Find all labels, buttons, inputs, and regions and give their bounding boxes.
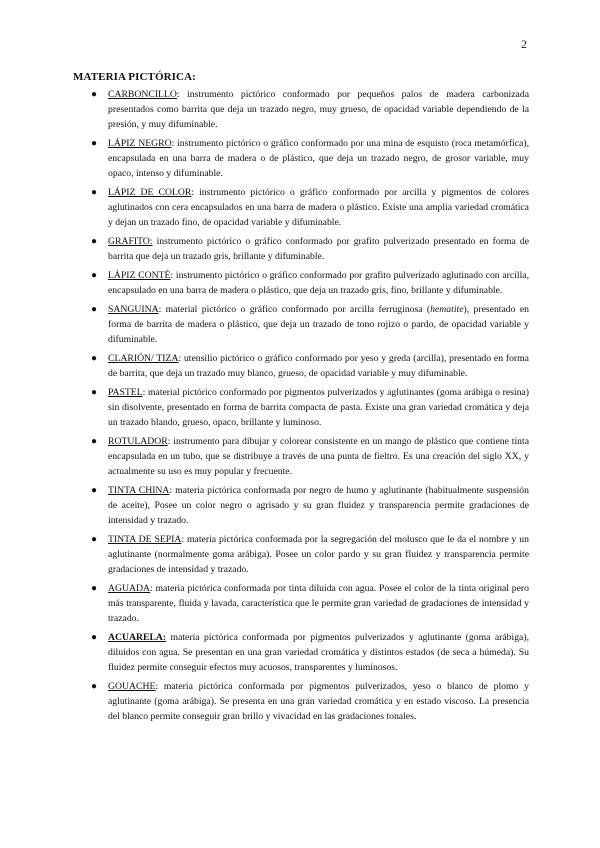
bullet-icon: ● bbox=[91, 436, 98, 447]
entry-term: ROTULADOR bbox=[108, 436, 168, 447]
entry-term: TINTA DE SEPIA bbox=[108, 534, 182, 545]
list-item bbox=[91, 581, 529, 626]
page-number: 2 bbox=[521, 37, 527, 51]
list-item bbox=[91, 532, 529, 577]
entry-term: LÁPIZ DE COLOR bbox=[108, 187, 192, 198]
entry-description: : instrumento pictórico o gráfico conformado por grafito pulverizado aglutinado con arcilla, encapsulado en una barra de madera o plástico, que deja un trazado gris, fino, brillante y difuminable. bbox=[108, 270, 529, 296]
list-item bbox=[91, 268, 529, 298]
entry-term: ACUARELA: bbox=[108, 632, 167, 643]
list-item bbox=[91, 136, 529, 181]
list-item bbox=[91, 630, 529, 675]
bullet-icon: ● bbox=[91, 583, 98, 594]
entry-term: SANGUINA bbox=[108, 304, 159, 315]
bullet-icon: ● bbox=[91, 138, 98, 149]
list-item bbox=[91, 385, 529, 430]
entry-description-continued: ), presentado en forma de barrita de madera o plástico, que deja un trazado de tono rojizo o pardo, de opacidad variable y difuminable. bbox=[108, 304, 529, 345]
bullet-icon: ● bbox=[91, 485, 98, 496]
bullet-icon: ● bbox=[91, 534, 98, 545]
entry-term: GOUACHE bbox=[108, 681, 156, 692]
entry-description: : materia pictórica conformada por tinta diluida con agua. Posee el color de la tinta original pero más transparente, fluida y lavada, característica que le permite gran variedad de gradaciones de intensidad y trazado. bbox=[108, 583, 529, 624]
bullet-icon: ● bbox=[91, 632, 98, 643]
list-item bbox=[91, 185, 529, 230]
bullet-icon: ● bbox=[91, 270, 98, 281]
entry-term: CLARIÓN/ TIZA bbox=[108, 353, 179, 364]
entry-description: : material pictórico conformado por pigmentos pulverizados y aglutinantes (goma arábiga o resina) sin disolvente, presentado en forma de barrita compacta de pasta. Existe una gran variedad cromática y deja un trazado blando, grueso, opaco, brillante y luminoso. bbox=[108, 387, 529, 428]
list-item bbox=[91, 351, 529, 381]
bullet-icon: ● bbox=[91, 304, 98, 315]
bullet-icon: ● bbox=[91, 89, 98, 100]
entry-term: GRAFITO: bbox=[108, 236, 153, 247]
entry-italic-term: hematite bbox=[430, 304, 464, 315]
list-item bbox=[91, 434, 529, 479]
entry-description: : instrumento para dibujar y colorear consistente en un mango de plástico que contiene tinta encapsulada en un tubo, que se distribuye a través de una punta de fieltro. Es una creación del siglo XX, y actualmente su uso es muy popular y frecuente. bbox=[108, 436, 529, 477]
bullet-icon: ● bbox=[91, 187, 98, 198]
section-title: MATERIA PICTÓRICA: bbox=[73, 71, 196, 83]
entry-description: : instrumento pictórico conformado por pequeños palos de madera carbonizada presentados como barrita que deja un trazado negro, muy grueso, de opacidad variable dependiendo de la presión, y muy difuminable. bbox=[108, 89, 529, 130]
bullet-icon: ● bbox=[91, 353, 98, 364]
list-item bbox=[91, 679, 529, 724]
entry-description: : instrumento pictórico o gráfico conformado por una mina de esquisto (roca metamórfica), encapsulada en una barra de madera o de plástico, que deja un trazado negro, de grosor variable, muy opaco, intenso y difuminable. bbox=[108, 138, 529, 179]
entry-description: : material pictórico o gráfico conformado por arcilla ferruginosa ( bbox=[158, 304, 431, 315]
entry-description: materia pictórica conformada por pigmentos pulverizados y aglutinante (goma arábiga), diluidos con agua. Se presentan en una gran variedad cromática y distintos estados (de seca a húmeda). Su fluidez permite conseguir efectos muy acuosos, transparentes y luminosos. bbox=[108, 632, 529, 673]
entry-description: : materia pictórica conformada por la segregación del molusco que le da el nombre y un aglutinante (normalmente goma arábiga). Posee un color pardo y su gran fluidez y transparencia permite gradaciones de intensidad y trazado. bbox=[108, 534, 529, 575]
entry-description: : utensilio pictórico o gráfico conformado por yeso y greda (arcilla), presentado en forma de barrita, que deja un trazado muy blanco, grueso, de opacidad variable y muy difuminable. bbox=[108, 353, 529, 379]
entry-term: LÁPIZ NEGRO bbox=[108, 138, 172, 149]
bullet-icon: ● bbox=[91, 387, 98, 398]
list-item bbox=[91, 234, 529, 264]
list-item bbox=[91, 483, 529, 528]
entry-description: : materia pictórica conformada por pigmentos pulverizados, yeso o blanco de plomo y aglutinante (goma arábiga). Se presenta en una gran variedad cromática y en estado viscoso. La presencia del blanco permite conseguir gran brillo y vivacidad en las gradaciones tonales. bbox=[108, 681, 529, 722]
entry-term: AGUADA bbox=[108, 583, 150, 594]
list-item bbox=[91, 87, 529, 132]
entry-description: : materia pictórica conformada por negro de humo y aglutinante (habitualmente suspensión de aceite), Posee un color negro o agrisado y su gran fluidez y transparencia permite gradaciones de intensidad y trazado. bbox=[108, 485, 529, 526]
entry-term: CARBONCILLO bbox=[108, 89, 177, 100]
bullet-icon: ● bbox=[91, 236, 98, 247]
entry-term: TINTA CHINA bbox=[108, 485, 170, 496]
entry-description: instrumento pictórico o gráfico conformado por grafito pulverizado presentado en forma de barrita que deja un trazado gris, brillante y difuminable. bbox=[108, 236, 529, 262]
entry-description: : instrumento pictórico o gráfico conformado por arcilla y pigmentos de colores aglutinados con cera encapsulados en una barra de madera o plástico. Existe una amplia variedad cromática y dejan un trazado fino, de opacidad variable y difuminable. bbox=[108, 187, 529, 228]
bullet-icon: ● bbox=[91, 681, 98, 692]
entry-term: LÁPIZ CONTÉ bbox=[108, 270, 171, 281]
entry-term: PASTEL bbox=[108, 387, 143, 398]
list-item bbox=[91, 302, 529, 347]
materials-list bbox=[91, 87, 529, 728]
